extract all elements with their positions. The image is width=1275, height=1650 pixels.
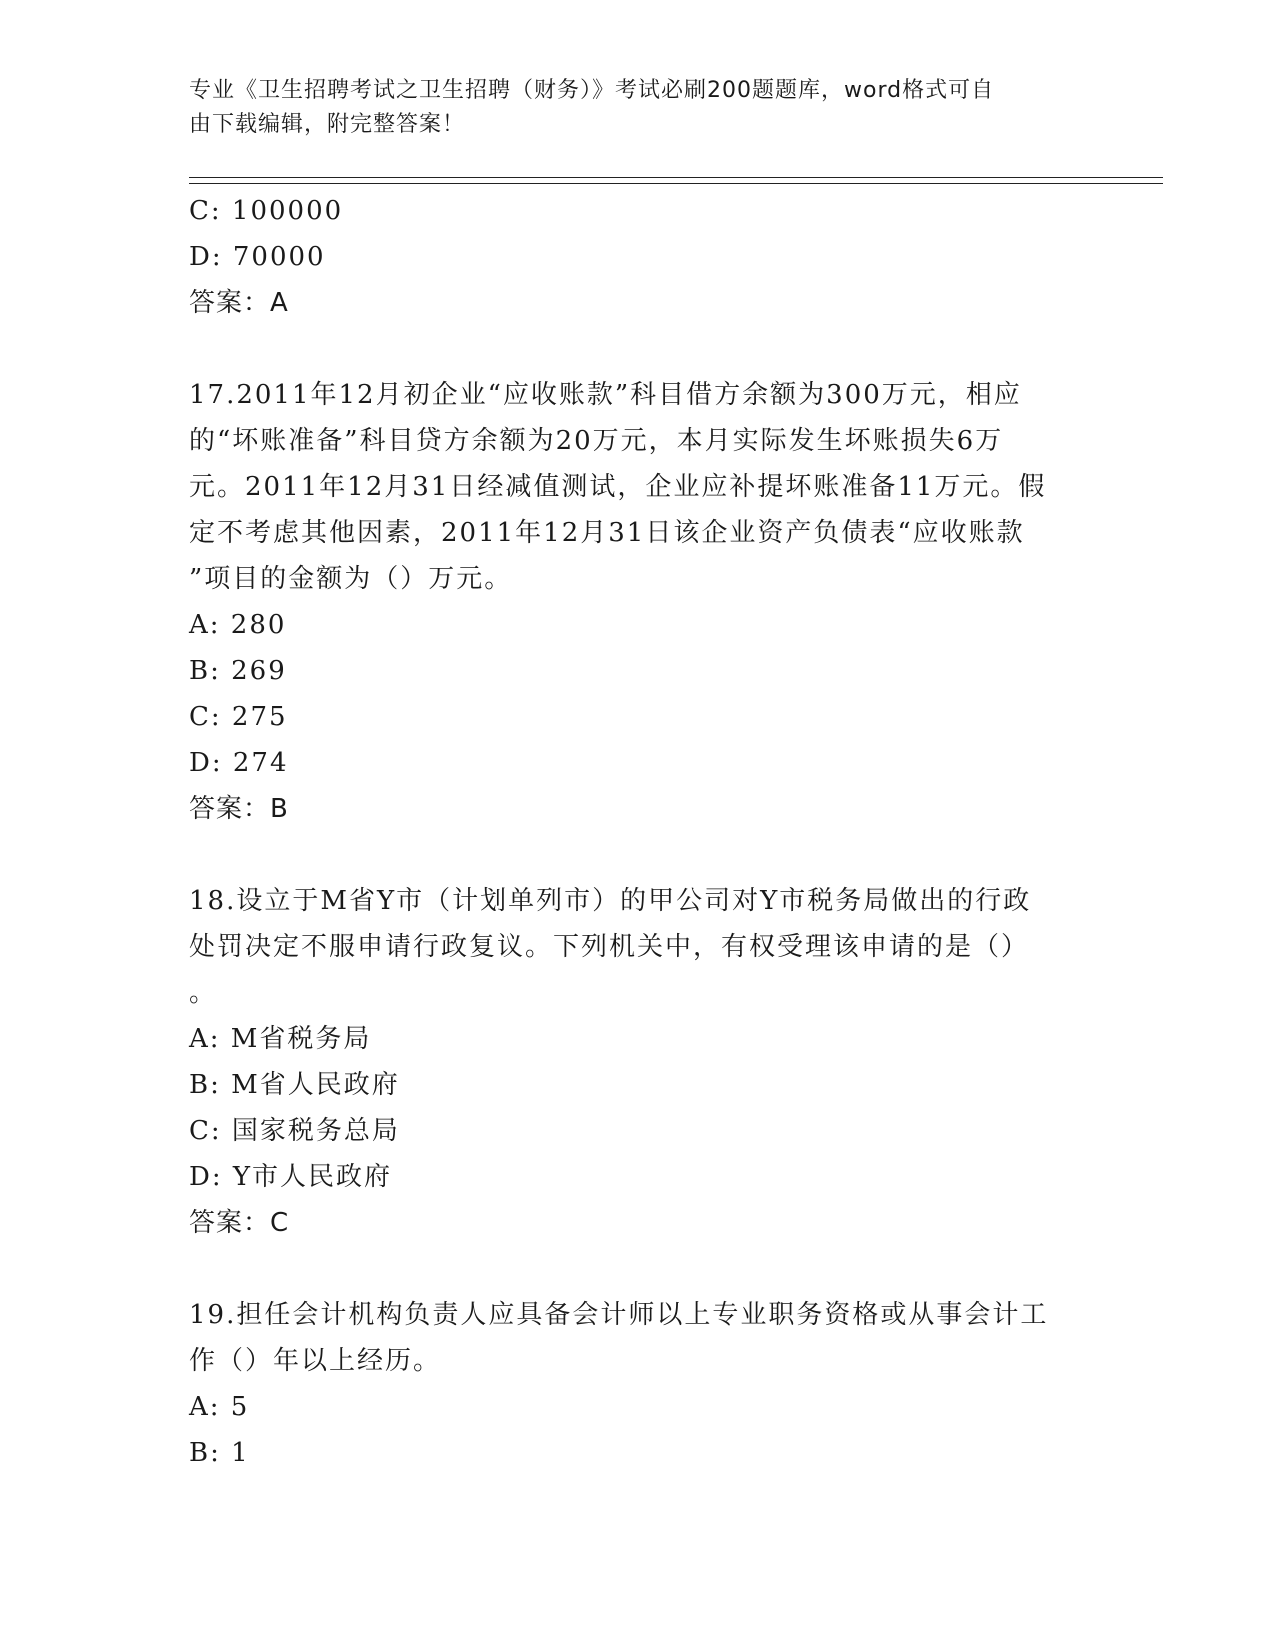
question-text-line: 的“坏账准备”科目贷方余额为20万元，本月实际发生坏账损失6万	[189, 426, 1004, 456]
option-c: C: 100000	[189, 196, 344, 226]
option-c: C: 国家税务总局	[189, 1116, 400, 1146]
header-divider-bottom	[189, 183, 1163, 184]
question-text-line: 17.2011年12月初企业“应收账款”科目借方余额为300万元，相应	[189, 380, 1022, 410]
question-text-line: 作（）年以上经历。	[189, 1346, 442, 1376]
option-d: D: 274	[189, 748, 289, 778]
question-text-line: ”项目的金额为（）万元。	[189, 564, 513, 594]
question-17	[189, 372, 1089, 832]
option-c: C: 275	[189, 702, 288, 732]
option-d: D: Y市人民政府	[189, 1162, 393, 1192]
option-b: B: 269	[189, 656, 287, 686]
question-18	[189, 878, 1089, 1246]
spacer	[189, 326, 1089, 372]
question-text-line: 18.设立于M省Y市（计划单列市）的甲公司对Y市税务局做出的行政	[189, 886, 1032, 916]
question-text-line: 定不考虑其他因素，2011年12月31日该企业资产负债表“应收账款	[189, 518, 1025, 548]
option-d: D: 70000	[189, 242, 326, 272]
option-a: A: 5	[189, 1392, 250, 1422]
spacer	[189, 1246, 1089, 1292]
answer-line: 答案：C	[189, 1208, 290, 1238]
option-b: B: M省人民政府	[189, 1070, 400, 1100]
header-line-2: 由下载编辑，附完整答案！	[189, 112, 466, 137]
question-text-line: 。	[189, 978, 218, 1008]
option-a: A: M省税务局	[189, 1024, 372, 1054]
option-b: B: 1	[189, 1438, 250, 1468]
page-header	[189, 74, 1079, 142]
question-text-line: 19.担任会计机构负责人应具备会计师以上专业职务资格或从事会计工	[189, 1300, 1049, 1330]
option-a: A: 280	[189, 610, 287, 640]
answer-line: 答案：A	[189, 288, 289, 318]
spacer	[189, 832, 1089, 878]
question-text-line: 处罚决定不服申请行政复议。下列机关中，有权受理该申请的是（）	[189, 932, 1030, 962]
header-line-1: 专业《卫生招聘考试之卫生招聘（财务）》考试必刷200题题库，word格式可自	[189, 78, 995, 103]
questions-content	[189, 188, 1089, 1476]
question-19	[189, 1292, 1089, 1476]
header-divider-top	[189, 177, 1163, 178]
question-text-line: 元。2011年12月31日经减值测试，企业应补提坏账准备11万元。假	[189, 472, 1047, 502]
prev-question-block	[189, 188, 1089, 326]
answer-line: 答案：B	[189, 794, 289, 824]
